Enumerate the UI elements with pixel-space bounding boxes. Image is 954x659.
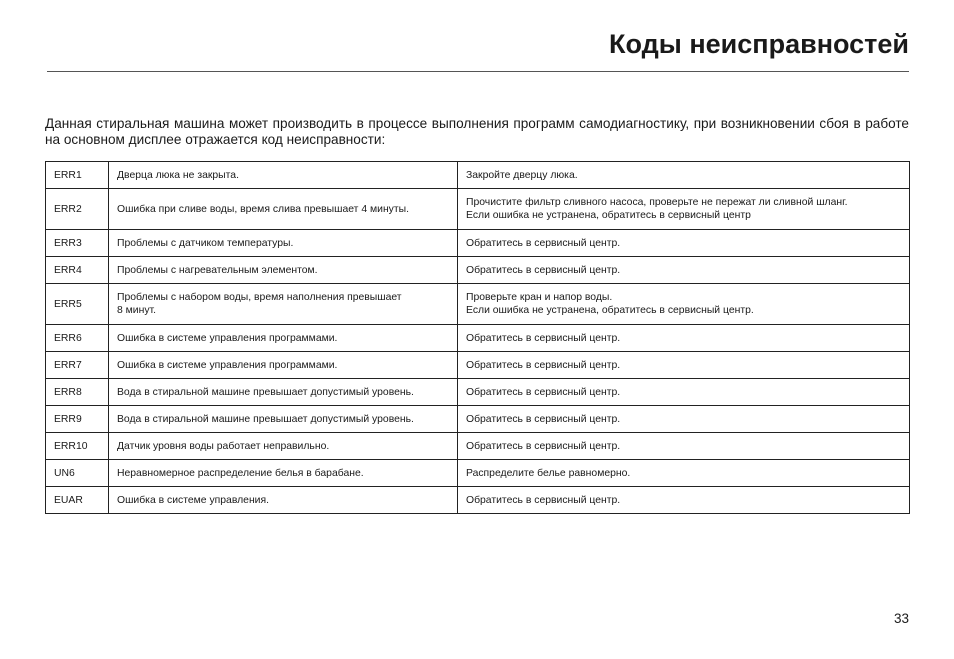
error-description-line: Ошибка в системе управления программами. xyxy=(117,359,338,371)
error-action-line: Если ошибка не устранена, обратитесь в сервисный центр. xyxy=(466,305,754,316)
error-action-cell xyxy=(458,379,910,406)
error-description-cell xyxy=(109,460,458,487)
error-code-cell: UN6 xyxy=(46,460,109,487)
error-action-line: Закройте дверцу люка. xyxy=(466,169,578,181)
table-row xyxy=(46,325,910,352)
table-row xyxy=(46,433,910,460)
error-action-line: Обратитесь в сервисный центр. xyxy=(466,264,621,276)
error-description-cell xyxy=(109,284,458,325)
error-action-line: Обратитесь в сервисный центр. xyxy=(466,237,621,249)
error-description-cell xyxy=(109,325,458,352)
error-description-line: Датчик уровня воды работает неправильно. xyxy=(117,440,330,452)
error-description-cell xyxy=(109,162,458,189)
error-action-cell xyxy=(458,487,910,514)
error-description-line: Вода в стиральной машине превышает допустимый уровень. xyxy=(117,386,414,398)
page-title: Коды неисправностей xyxy=(609,29,909,59)
error-action-line: Проверьте кран и напор воды. xyxy=(466,292,613,303)
error-action-cell xyxy=(458,352,910,379)
error-description-cell xyxy=(109,230,458,257)
error-description-cell xyxy=(109,189,458,230)
error-code-cell: ERR2 xyxy=(46,189,109,230)
error-action-cell xyxy=(458,460,910,487)
table-row xyxy=(46,379,910,406)
error-description-line: Вода в стиральной машине превышает допустимый уровень. xyxy=(117,413,414,425)
error-action-line: Обратитесь в сервисный центр. xyxy=(466,359,621,371)
error-description-line: Дверца люка не закрыта. xyxy=(117,169,239,181)
error-action-line: Обратитесь в сервисный центр. xyxy=(466,386,621,398)
table-row xyxy=(46,487,910,514)
error-description-line: Ошибка в системе управления. xyxy=(117,494,270,506)
error-codes-table xyxy=(45,161,910,514)
error-description-line: Неравномерное распределение белья в барабане. xyxy=(117,467,364,479)
table-row xyxy=(46,162,910,189)
table-row xyxy=(46,352,910,379)
error-action-line: Обратитесь в сервисный центр. xyxy=(466,413,621,425)
error-action-line: Обратитесь в сервисный центр. xyxy=(466,494,621,506)
page-number: 33 xyxy=(893,611,909,626)
error-description-line: Проблемы с нагревательным элементом. xyxy=(117,264,318,276)
table-row xyxy=(46,406,910,433)
error-action-cell xyxy=(458,230,910,257)
table-row xyxy=(46,189,910,230)
error-code-cell: ERR6 xyxy=(46,325,109,352)
error-action-cell xyxy=(458,406,910,433)
error-action-cell xyxy=(458,433,910,460)
error-code-cell: EUAR xyxy=(46,487,109,514)
error-action-cell xyxy=(458,189,910,230)
error-code-cell: ERR8 xyxy=(46,379,109,406)
table-row xyxy=(46,284,910,325)
table-row xyxy=(46,230,910,257)
error-code-cell: ERR1 xyxy=(46,162,109,189)
error-action-cell xyxy=(458,325,910,352)
error-code-cell: ERR5 xyxy=(46,284,109,325)
error-action-line: Если ошибка не устранена, обратитесь в сервисный центр xyxy=(466,210,751,221)
error-description-line: Ошибка при сливе воды, время слива превышает 4 минуты. xyxy=(117,203,409,215)
intro-paragraph: Данная стиральная машина может производить в процессе выполнения программ самодиагностику, при возникновении сбоя в работе на основном дисплее отражается код неисправности: xyxy=(45,116,909,147)
error-action-cell xyxy=(458,257,910,284)
error-code-cell: ERR7 xyxy=(46,352,109,379)
error-description-cell xyxy=(109,487,458,514)
error-description-cell xyxy=(109,352,458,379)
error-description-line: Проблемы с набором воды, время наполнения превышает xyxy=(117,292,402,303)
table-row xyxy=(46,257,910,284)
error-action-line: Прочистите фильтр сливного насоса, проверьте не пережат ли сливной шланг. xyxy=(466,197,848,208)
error-action-cell xyxy=(458,162,910,189)
error-description-line: Проблемы с датчиком температуры. xyxy=(117,237,294,249)
error-code-cell: ERR4 xyxy=(46,257,109,284)
error-code-cell: ERR9 xyxy=(46,406,109,433)
error-code-cell: ERR3 xyxy=(46,230,109,257)
error-description-line: 8 минут. xyxy=(117,305,157,316)
error-action-line: Обратитесь в сервисный центр. xyxy=(466,332,621,344)
error-description-cell xyxy=(109,433,458,460)
error-codes-table-body xyxy=(46,162,910,514)
error-description-cell xyxy=(109,257,458,284)
error-action-line: Распределите белье равномерно. xyxy=(466,467,631,479)
error-description-line: Ошибка в системе управления программами. xyxy=(117,332,338,344)
error-action-cell xyxy=(458,284,910,325)
error-description-cell xyxy=(109,406,458,433)
error-action-line: Обратитесь в сервисный центр. xyxy=(466,440,621,452)
title-divider xyxy=(47,71,909,72)
error-description-cell xyxy=(109,379,458,406)
error-code-cell: ERR10 xyxy=(46,433,109,460)
table-row xyxy=(46,460,910,487)
